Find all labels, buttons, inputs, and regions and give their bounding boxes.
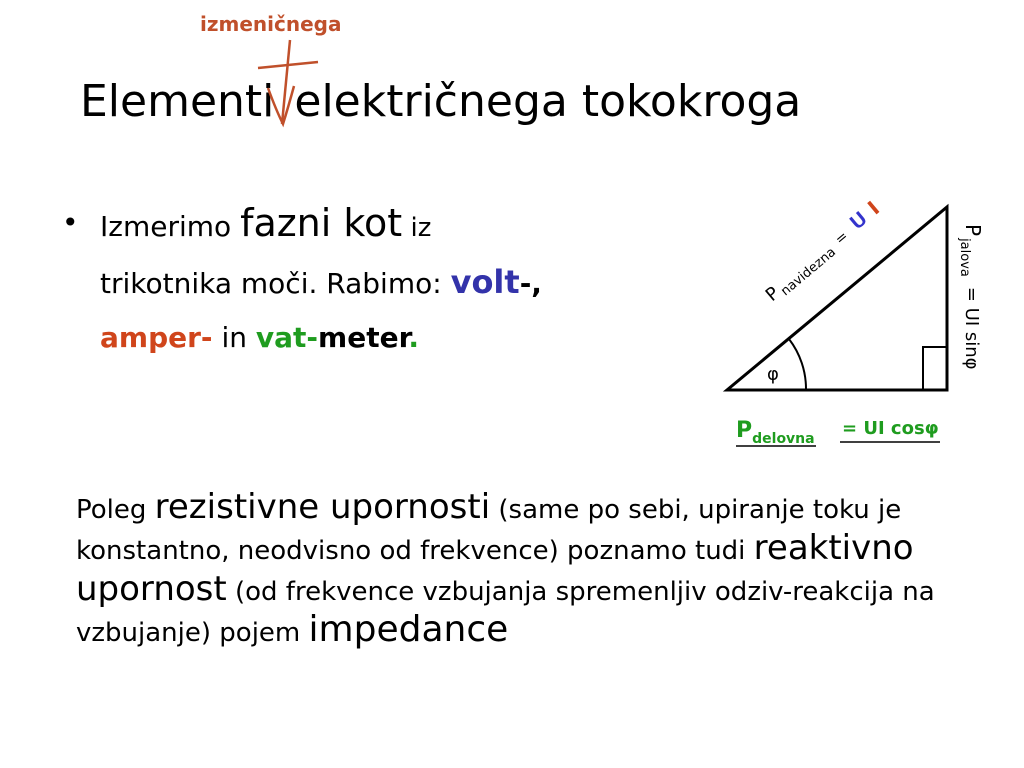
para-text-3: (same po sebi, upiranje toku je konstantno, neodvisno od frekvence) poznamo tudi [76,495,902,566]
base-formula: = UI cosφ [842,418,939,439]
bullet-text-8: in [212,321,256,354]
inserted-word: izmeničnega [200,12,342,36]
bullet-text-3: iz [402,213,432,243]
svg-text:Pnavidezna=UI [760,196,886,308]
impedance-paragraph [76,488,976,652]
resistive-term: rezistivne upornosti [154,487,491,527]
hyp-sub: navidezna [778,244,839,300]
amper-term: amper- [100,321,213,354]
title-part-2: električnega tokokroga [294,76,802,127]
hyp-eq: = [832,228,852,249]
phi-label: φ [767,364,779,385]
vert-p: P [961,224,985,237]
title-part-1: Elementi [80,76,275,127]
right-angle-mark [923,347,947,390]
base-p: P [736,418,753,443]
impedance-term: impedance [308,609,509,650]
vert-eq: = UI sinφ [961,286,982,370]
vat-term: vat- [255,321,319,354]
bullet-text-11: . [408,321,420,354]
hypotenuse-label [760,196,886,308]
bullet-text-4: trikotnika moči. Rabimo: [100,267,451,300]
volt-term: volt [450,263,520,301]
bullet-text-1: Izmerimo [100,210,241,243]
bullet-marker: • [62,206,79,239]
meter-term: meter [318,321,409,354]
bullet-text-6: -, [519,267,542,300]
svg-text:Pjalova= UI sinφ [957,224,985,370]
reactive-term: reaktivno upornost [76,528,914,609]
base-sub: delovna [752,431,815,447]
base-label [736,418,815,447]
para-text-5: (od frekvence vzbujanja spremenljiv odziv-reakcija na vzbujanje) pojem [76,577,935,648]
hyp-u: U [844,206,873,235]
vertical-label [957,224,985,370]
para-text-1: Poleg [76,495,155,525]
angle-arc [789,339,806,390]
vert-sub: jalova [957,238,972,277]
hyp-i: I [862,196,885,220]
hyp-p: P [761,282,784,306]
phase-angle-term: fazni kot [240,201,403,245]
